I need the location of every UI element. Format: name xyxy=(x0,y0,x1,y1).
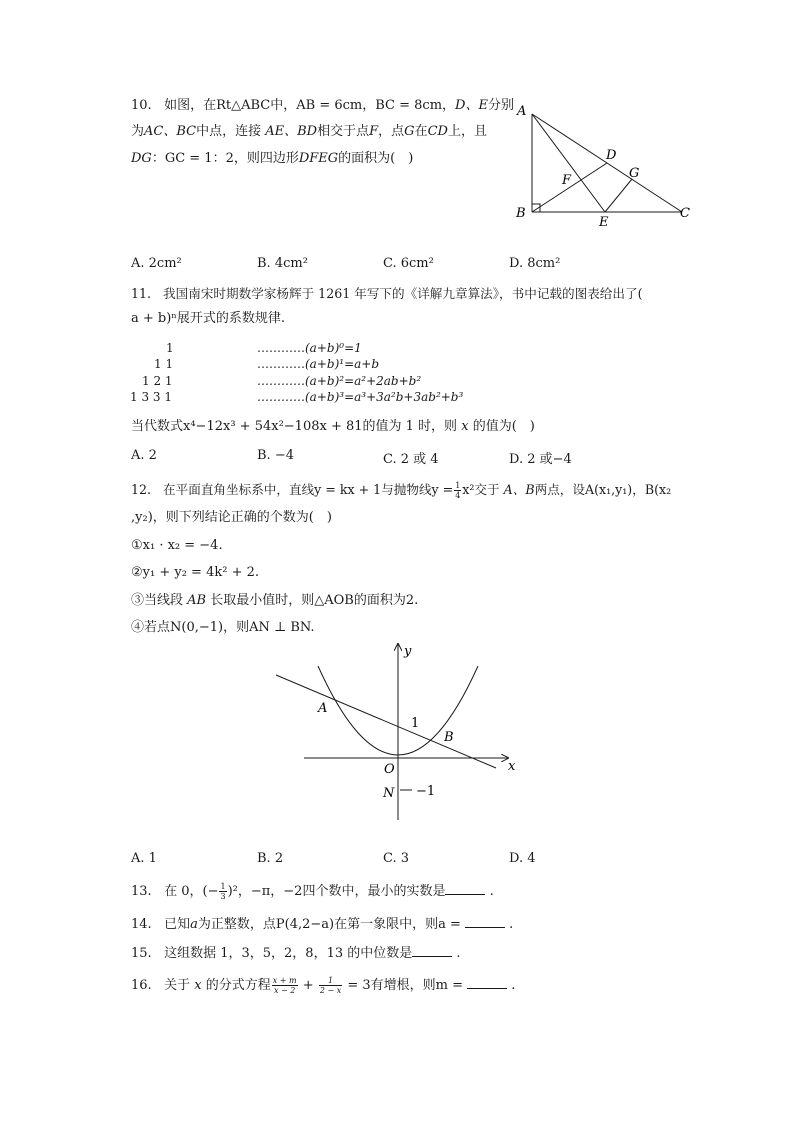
q12-option-d[interactable]: D. 4 xyxy=(509,851,536,866)
q13-fraction: $\frac{1}{3}$ xyxy=(220,882,226,901)
segment-eg xyxy=(605,179,632,212)
label-b: B xyxy=(516,206,526,221)
label-f: F xyxy=(562,173,572,188)
q11-option-d[interactable]: D. 2 或−4 xyxy=(509,452,572,467)
q16-fraction-1: $\frac{x + m}{x - 2}$ xyxy=(272,976,297,995)
segment-ae xyxy=(532,114,605,212)
expansion-2: …………(a+b)²=a²+2ab+b² xyxy=(257,374,422,388)
yanghui-row-1: 1 1 xyxy=(154,357,174,371)
q14-answer-blank[interactable] xyxy=(465,916,505,928)
label-a: A xyxy=(517,104,527,119)
q10-number: 10. xyxy=(131,98,152,113)
q11-option-c[interactable]: C. 2 或 4 xyxy=(383,452,439,467)
expansion-0: …………(a+b)⁰=1 xyxy=(257,341,362,355)
q16-line: 16. 关于 x 的分式方程 $\frac{x + m}{x - 2}$ + $\frac{1}{2 - x}$ = 3有增根，则m = . xyxy=(131,976,516,995)
label-e: E xyxy=(599,215,609,230)
q12-line2: ,y₂)，则下列结论正确的个数为( ) xyxy=(131,510,332,525)
q12-option-c[interactable]: C. 3 xyxy=(383,851,410,866)
q11-line2: a + b)ⁿ展开式的系数规律. xyxy=(131,311,286,326)
q12-statement-1: ①x₁ · x₂ = −4. xyxy=(131,538,223,553)
q14-line: 14. 已知a为正整数，点P(4,2−a)在第一象限中，则a = . xyxy=(131,917,514,932)
q15-answer-blank[interactable] xyxy=(412,945,452,957)
q11-option-a[interactable]: A. 2 xyxy=(131,448,157,463)
q12-option-a[interactable]: A. 1 xyxy=(131,851,157,866)
yanghui-row-2: 1 2 1 xyxy=(142,374,173,388)
q16-fraction-2: $\frac{1}{2 - x}$ xyxy=(319,976,342,995)
label-g: G xyxy=(629,166,640,181)
label-x-axis: x xyxy=(508,759,516,774)
q13-number: 13. xyxy=(131,884,152,899)
q10-option-c[interactable]: C. 6cm² xyxy=(383,256,434,271)
q10-line1: 10. 如图，在Rt△ABC中，AB = 6cm，BC = 8cm，D、E分别 xyxy=(131,98,514,113)
q12-fraction: $\frac{1}{4}$ xyxy=(455,481,461,500)
q12-number: 12. xyxy=(131,482,152,497)
q11-number: 11. xyxy=(131,286,152,301)
q12-statement-3: ③当线段 AB 长取最小值时，则△AOB的面积为2. xyxy=(131,593,419,608)
q12-statement-4: ④若点N(0,−1)，则AN ⊥ BN. xyxy=(131,620,315,635)
q12-statement-2: ②y₁ + y₂ = 4k² + 2. xyxy=(131,565,260,580)
label-minus-one: −1 xyxy=(416,784,436,799)
q12-option-b[interactable]: B. 2 xyxy=(257,851,284,866)
label-y-axis: y xyxy=(404,644,412,659)
label-point-b: B xyxy=(444,730,454,745)
q11-option-b[interactable]: B. −4 xyxy=(257,448,294,463)
label-origin: O xyxy=(384,762,395,777)
q15-number: 15. xyxy=(131,946,152,961)
yanghui-row-3: 1 3 3 1 xyxy=(130,390,172,404)
q12-line1: 12. 在平面直角坐标系中，直线y = kx + 1与抛物线y = $\frac{1}{4}$ x²交于 A、B两点，设A(x₁,y₁)，B(x₂ xyxy=(131,481,672,500)
q10-line2: 为AC、BC中点，连接 AE、BD相交于点F，点G在CD上，且 xyxy=(131,124,487,139)
label-one: 1 xyxy=(411,716,420,731)
q10-line3: DG：GC = 1：2，则四边形DFEG的面积为( ) xyxy=(131,151,414,166)
q11-question: 当代数式x⁴−12x³ + 54x²−108x + 81的值为 1 时，则 x 的值为( ) xyxy=(131,419,535,434)
q12-coordinate-figure xyxy=(270,640,530,825)
q10-option-b[interactable]: B. 4cm² xyxy=(257,256,308,271)
q14-number: 14. xyxy=(131,917,152,932)
q11-line1: 11. 我国南宋时期数学家杨辉于 1261 年写下的《详解九章算法》，书中记载的图表给出了( xyxy=(131,286,643,301)
q13-answer-blank[interactable] xyxy=(445,883,485,895)
q13-line: 13. 在 0，(− $\frac{1}{3}$ )²，−π，−2四个数中，最小的实数是 . xyxy=(131,882,494,901)
line-kx-plus-1 xyxy=(276,675,496,768)
q10-triangle-figure xyxy=(510,98,700,230)
q10-option-a[interactable]: A. 2cm² xyxy=(131,256,182,271)
label-c: C xyxy=(680,206,690,221)
q11-polynomial: x⁴−12x³ + 54x²−108x + 81 xyxy=(183,419,363,434)
q10-option-d[interactable]: D. 8cm² xyxy=(509,256,561,271)
q15-line: 15. 这组数据 1，3，5，2，8，13 的中位数是 . xyxy=(131,946,461,961)
expansion-1: …………(a+b)¹=a+b xyxy=(257,357,380,371)
label-point-a: A xyxy=(318,701,328,716)
q16-answer-blank[interactable] xyxy=(467,977,507,989)
label-point-n: N xyxy=(383,786,395,801)
yanghui-row-0: 1 xyxy=(166,341,174,355)
expansion-3: …………(a+b)³=a³+3a²b+3ab²+b³ xyxy=(257,390,464,404)
q16-number: 16. xyxy=(131,978,152,993)
label-d: D xyxy=(606,148,617,163)
